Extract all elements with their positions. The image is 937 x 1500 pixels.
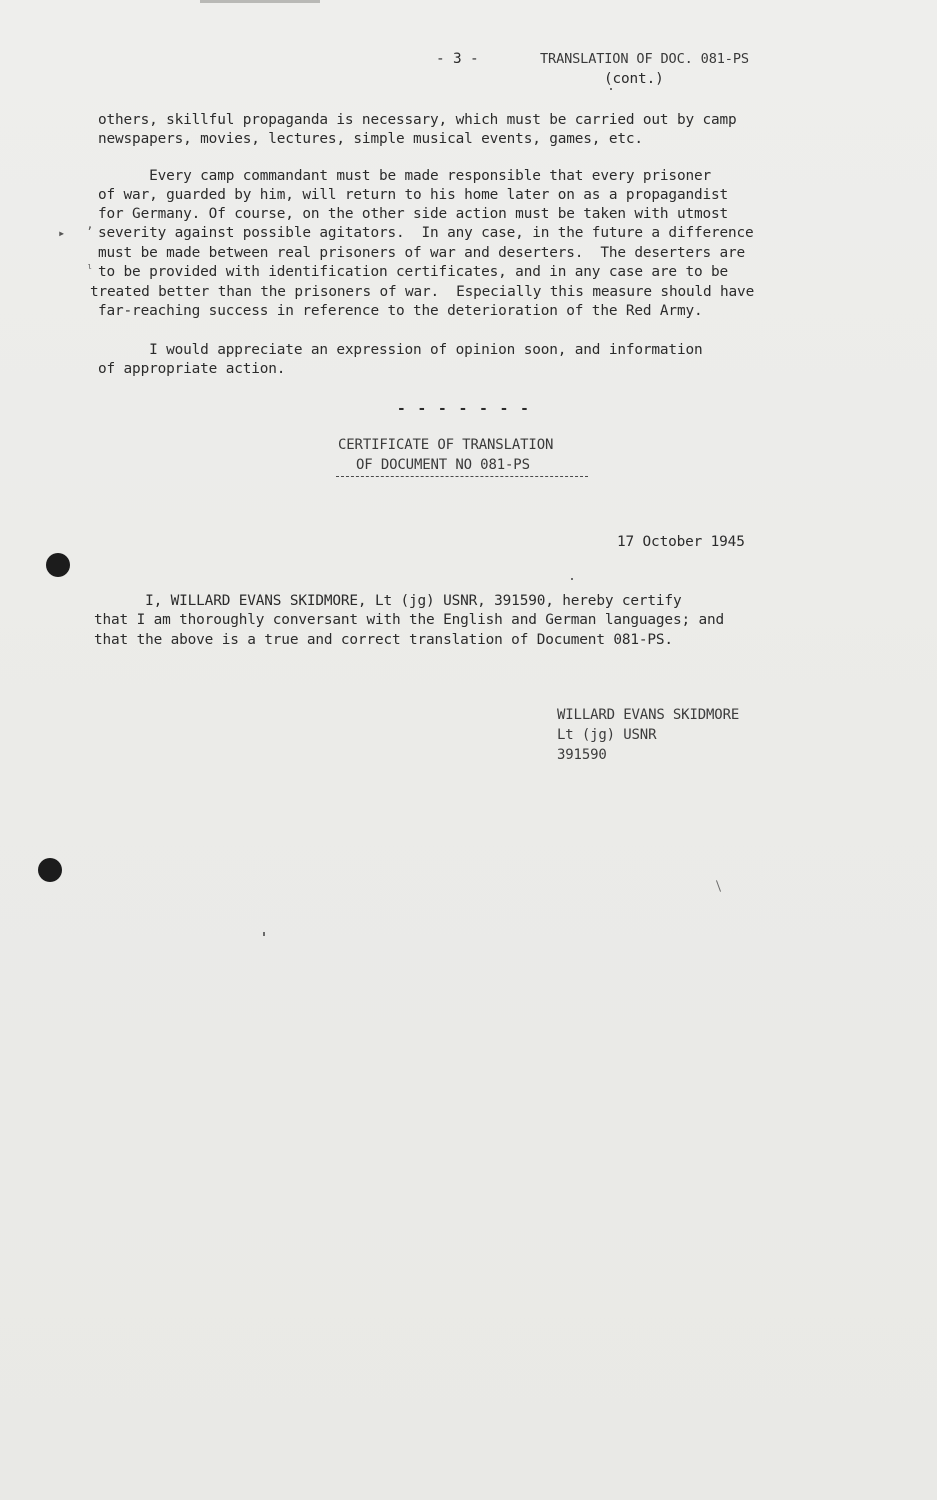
page-edge-mark [200, 0, 320, 3]
paragraph2-line: of war, guarded by him, will return to his home later on as a propagandist [98, 187, 729, 203]
punch-hole [46, 553, 70, 577]
section-separator: - - - - - - - [397, 401, 531, 417]
paragraph1-line: newspapers, movies, lectures, simple musical events, games, etc. [98, 131, 643, 147]
paper-speck [610, 88, 612, 90]
paragraph1-line: others, skillful propaganda is necessary, which must be carried out by camp [98, 112, 737, 128]
margin-mark: ▸ [58, 226, 66, 240]
paper-speck [716, 880, 721, 892]
signature-name: WILLARD EVANS SKIDMORE [557, 707, 740, 723]
paper-speck [263, 932, 265, 936]
margin-mark: ʼ [86, 225, 94, 239]
document-title: TRANSLATION OF DOC. 081-PS [540, 51, 749, 67]
certificate-subtitle: OF DOCUMENT NO 081-PS [356, 457, 530, 473]
paragraph3-line: I would appreciate an expression of opinion soon, and information [98, 342, 703, 358]
certificate-statement-line: that I am thoroughly conversant with the English and German languages; and [94, 612, 725, 628]
certificate-underline [336, 476, 588, 477]
punch-hole [38, 858, 62, 882]
page-number: - 3 - [436, 51, 479, 67]
certificate-statement-line: I, WILLARD EVANS SKIDMORE, Lt (jg) USNR, 391590, hereby certify [94, 593, 682, 609]
paragraph2-line: to be provided with identification certificates, and in any case are to be [98, 264, 729, 280]
paragraph2-line: must be made between real prisoners of war and deserters. The deserters are [98, 245, 746, 261]
certificate-statement-line: that the above is a true and correct translation of Document 081-PS. [94, 632, 673, 648]
paragraph2-line: severity against possible agitators. In any case, in the future a difference [98, 225, 754, 241]
paragraph3-line: of appropriate action. [98, 361, 286, 377]
signature-number: 391590 [557, 747, 607, 763]
certificate-date: 17 October 1945 [617, 534, 745, 550]
paragraph2-line: treated better than the prisoners of war. Especially this measure should have [90, 284, 755, 300]
paragraph2-line: for Germany. Of course, on the other side action must be taken with utmost [98, 206, 729, 222]
document-title-continued: (cont.) [604, 71, 664, 87]
paper-speck [571, 578, 573, 580]
paragraph2-line: far-reaching success in reference to the deterioration of the Red Army. [98, 303, 703, 319]
paragraph2-line: Every camp commandant must be made responsible that every prisoner [98, 168, 712, 184]
signature-rank: Lt (jg) USNR [557, 727, 657, 743]
margin-mark: ˡ [86, 262, 94, 276]
certificate-title: CERTIFICATE OF TRANSLATION [338, 437, 554, 453]
